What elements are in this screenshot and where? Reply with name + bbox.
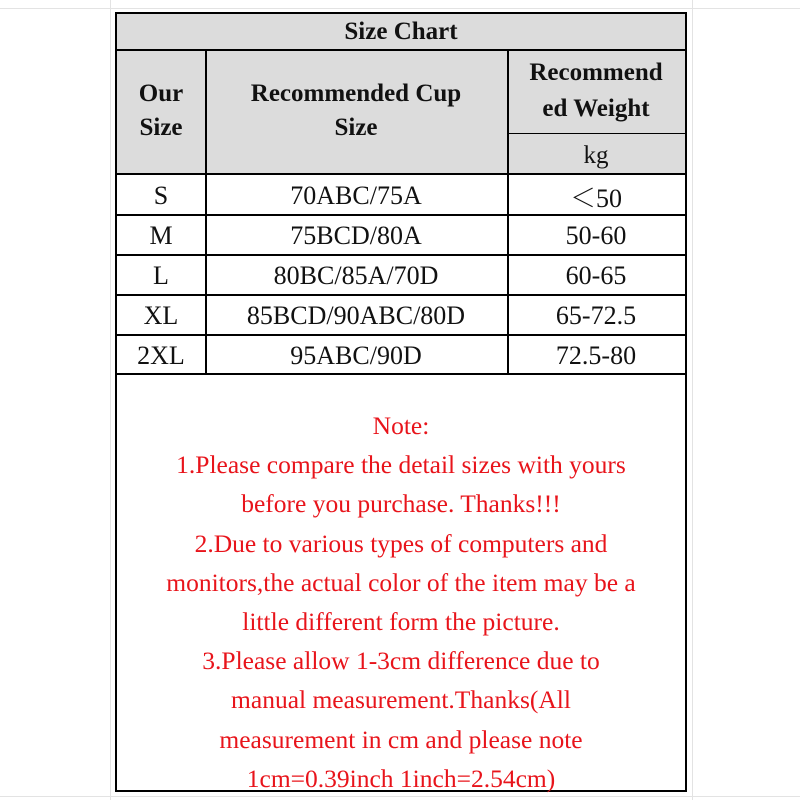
row-xl-weight: 65-72.5 — [555, 301, 637, 330]
header-cup-line2: Size — [334, 114, 378, 141]
note-line: Note: — [372, 411, 430, 440]
header-recommended-weight — [507, 49, 685, 133]
row-l-weight: 60-65 — [565, 261, 627, 290]
note-line: before you purchase. Thanks!!! — [241, 489, 561, 519]
divider-weight-unit — [507, 133, 685, 134]
header-weight-unit: kg — [507, 133, 685, 173]
row-2xl-cup: 95ABC/90D — [290, 341, 422, 370]
divider-row-2 — [117, 254, 685, 256]
row-xl-cup: 85BCD/90ABC/80D — [246, 301, 466, 330]
divider-col-1 — [205, 49, 207, 375]
divider-header — [117, 173, 685, 175]
note-line: monitors,the actual color of the item may be a — [166, 567, 636, 597]
row-m-cup: 75BCD/80A — [290, 221, 422, 250]
header-recommended-cup-size — [205, 49, 507, 173]
header-our-size-line1: Our — [138, 80, 184, 107]
divider-row-1 — [117, 214, 685, 216]
header-weight-line1: Recommend — [529, 59, 663, 86]
divider-row-3 — [117, 294, 685, 296]
header-our-size — [117, 49, 205, 173]
notes-section — [117, 373, 685, 793]
row-xl-size: XL — [143, 301, 179, 330]
size-chart-title: Size Chart — [117, 14, 685, 49]
row-2xl-size: 2XL — [137, 341, 185, 370]
note-line: 3.Please allow 1-3cm difference due to — [202, 646, 600, 676]
note-line: 1cm=0.39inch 1inch=2.54cm) — [246, 763, 556, 793]
divider-row-4 — [117, 334, 685, 336]
note-line: manual measurement.Thanks(All — [231, 685, 571, 715]
row-m-weight: 50-60 — [565, 221, 627, 250]
row-s-cup: 70ABC/75A — [290, 181, 422, 210]
row-s-weight: ＜50 — [569, 183, 622, 213]
header-our-size-line2: Size — [139, 114, 183, 141]
row-2xl-weight: 72.5-80 — [555, 341, 637, 370]
header-weight-line2: ed Weight — [542, 95, 650, 122]
row-l-size: L — [153, 261, 169, 290]
note-line: measurement in cm and please note — [219, 724, 583, 754]
divider-title — [117, 49, 685, 51]
row-m-size: M — [149, 221, 173, 250]
note-line: 2.Due to various types of computers and — [194, 528, 608, 558]
row-s-size: S — [153, 181, 169, 210]
row-l-cup: 80BC/85A/70D — [273, 261, 439, 290]
divider-col-2 — [507, 49, 509, 375]
note-line: 1.Please compare the detail sizes with yours — [176, 450, 626, 480]
note-line: little different form the picture. — [242, 607, 560, 637]
header-cup-line1: Recommended Cup — [250, 80, 462, 107]
size-chart-sheet — [115, 12, 687, 792]
